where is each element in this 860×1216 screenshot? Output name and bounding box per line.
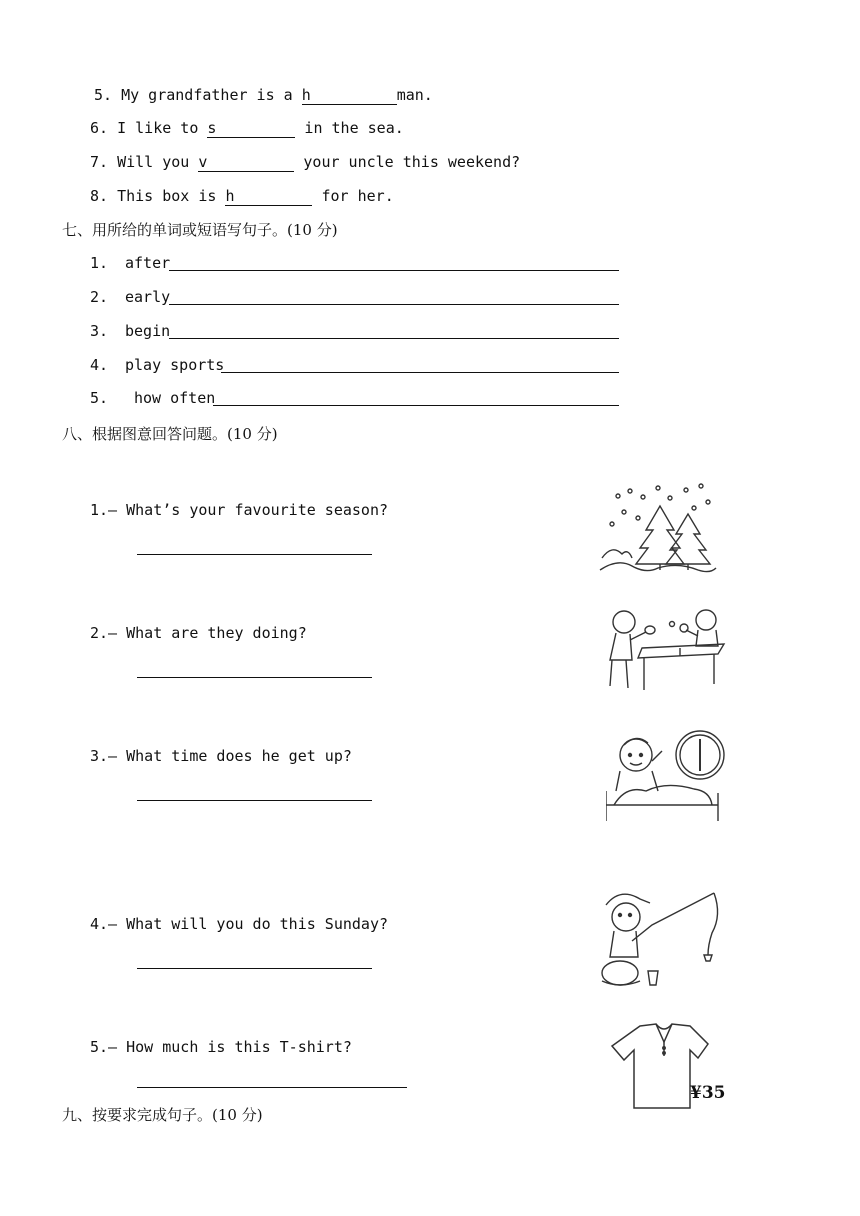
sentence-item-3: 3. xyxy=(90,322,109,340)
answer-line[interactable] xyxy=(221,372,619,373)
fill-item-5: 5. My grandfather is a h man. xyxy=(94,86,433,104)
sentence-item-2: 2. xyxy=(90,288,109,306)
answer-line[interactable] xyxy=(137,554,372,555)
answer-line[interactable] xyxy=(137,968,372,969)
answer-line[interactable] xyxy=(213,405,619,406)
picture-question-5: 5.— How much is this T-shirt? xyxy=(90,1038,352,1056)
fill-item-6: 6. I like to s in the sea. xyxy=(90,119,404,137)
answer-line[interactable] xyxy=(137,677,372,678)
sentence-item-1: 1. xyxy=(90,254,109,272)
sentence-word: after xyxy=(125,254,171,272)
answer-line[interactable] xyxy=(169,304,619,305)
fill-item-8: 8. This box is h for her. xyxy=(90,187,394,205)
picture-question-2: 2.— What are they doing? xyxy=(90,624,307,642)
fill-item-7: 7. Will you v your uncle this weekend? xyxy=(90,153,521,171)
picture-question-1: 1.— What’s your favourite season? xyxy=(90,501,389,519)
sentence-word: play sports xyxy=(125,356,225,374)
answer-line[interactable] xyxy=(169,270,619,271)
answer-line[interactable] xyxy=(137,800,372,801)
answer-blank[interactable]: v xyxy=(198,154,294,172)
sentence-word: early xyxy=(125,288,171,306)
section-7-title: 七、用所给的单词或短语写句子。(10 分) xyxy=(62,221,338,239)
section-9-title: 九、按要求完成句子。(10 分) xyxy=(62,1106,263,1124)
sentence-word: begin xyxy=(125,322,171,340)
picture-question-3: 3.— What time does he get up? xyxy=(90,747,352,765)
sentence-item-4: 4. xyxy=(90,356,109,374)
picture-question-4: 4.— What will you do this Sunday? xyxy=(90,915,389,933)
boy-clock-bed-icon xyxy=(606,725,726,825)
price-label: ¥35 xyxy=(690,1083,726,1103)
sentence-item-5: 5. xyxy=(90,389,109,407)
answer-line[interactable] xyxy=(137,1087,407,1088)
answer-blank[interactable]: h xyxy=(302,87,397,105)
snowy-trees-icon xyxy=(598,478,718,576)
answer-blank[interactable]: h xyxy=(225,188,312,206)
answer-blank[interactable]: s xyxy=(207,120,295,138)
sentence-word: how often xyxy=(134,389,216,407)
answer-line[interactable] xyxy=(169,338,619,339)
boy-fishing-icon xyxy=(596,885,726,995)
table-tennis-icon xyxy=(602,606,726,696)
section-8-title: 八、根据图意回答问题。(10 分) xyxy=(62,425,278,443)
